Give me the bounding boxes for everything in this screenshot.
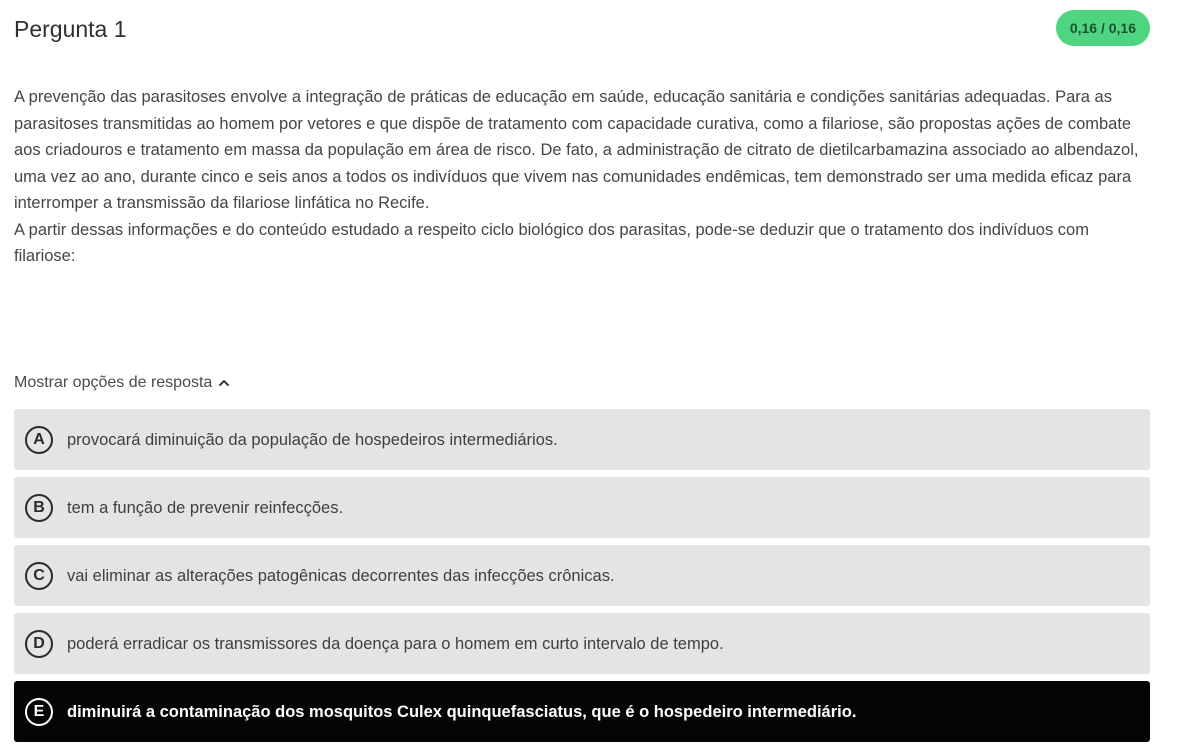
option-letter-badge: A xyxy=(25,426,53,454)
answer-option-e[interactable] xyxy=(14,681,1150,742)
option-text: provocará diminuição da população de hospedeiros intermediários. xyxy=(67,430,558,449)
question-prompt: A partir dessas informações e do conteúdo estudado a respeito ciclo biológico dos parasitas, pode-se deduzir que o tratamento dos indivíduos com filariose: xyxy=(14,220,1089,265)
answer-option-a[interactable] xyxy=(14,409,1150,470)
question-title: Pergunta 1 xyxy=(14,16,127,42)
question-paragraph: A prevenção das parasitoses envolve a integração de práticas de educação em saúde, educação sanitária e condições sanitárias adequadas. Para as parasitoses transmitidas ao homem por vetores e que dispõe de tratamento com capacidade curativa, como a filariose, são propostas ações de combate aos criadouros e tratamento em massa da população em área de risco. De fato, a administração de citrato de dietilcarbamazina associado ao albendazol, uma vez ao ano, durante cinco e seis anos a todos os indivíduos que vivem nas comunidades endêmicas, tem demonstrado ser uma medida eficaz para interromper a transmissão da filariose linfática no Recife. xyxy=(14,88,1139,212)
answer-option-d[interactable] xyxy=(14,613,1150,674)
option-text: vai eliminar as alterações patogênicas decorrentes das infecções crônicas. xyxy=(67,566,615,585)
option-letter-badge: E xyxy=(25,698,53,726)
question-header xyxy=(14,10,1150,50)
option-letter-badge: C xyxy=(25,562,53,590)
question-body xyxy=(14,84,1150,270)
option-text: poderá erradicar os transmissores da doença para o homem em curto intervalo de tempo. xyxy=(67,634,724,653)
answer-option-b[interactable] xyxy=(14,477,1150,538)
question-card xyxy=(14,0,1150,746)
score-badge: 0,16 / 0,16 xyxy=(1056,10,1150,46)
option-text: diminuirá a contaminação dos mosquitos Culex quinquefasciatus, que é o hospedeiro intermediário. xyxy=(67,702,857,721)
option-letter-badge: D xyxy=(25,630,53,658)
answer-options-list xyxy=(14,409,1150,749)
answer-option-c[interactable] xyxy=(14,545,1150,606)
option-letter-badge: B xyxy=(25,494,53,522)
toggle-label: Mostrar opções de resposta xyxy=(14,374,213,391)
chevron-up-icon xyxy=(218,376,232,390)
show-answer-options-toggle[interactable] xyxy=(14,371,232,395)
option-text: tem a função de prevenir reinfecções. xyxy=(67,498,344,517)
